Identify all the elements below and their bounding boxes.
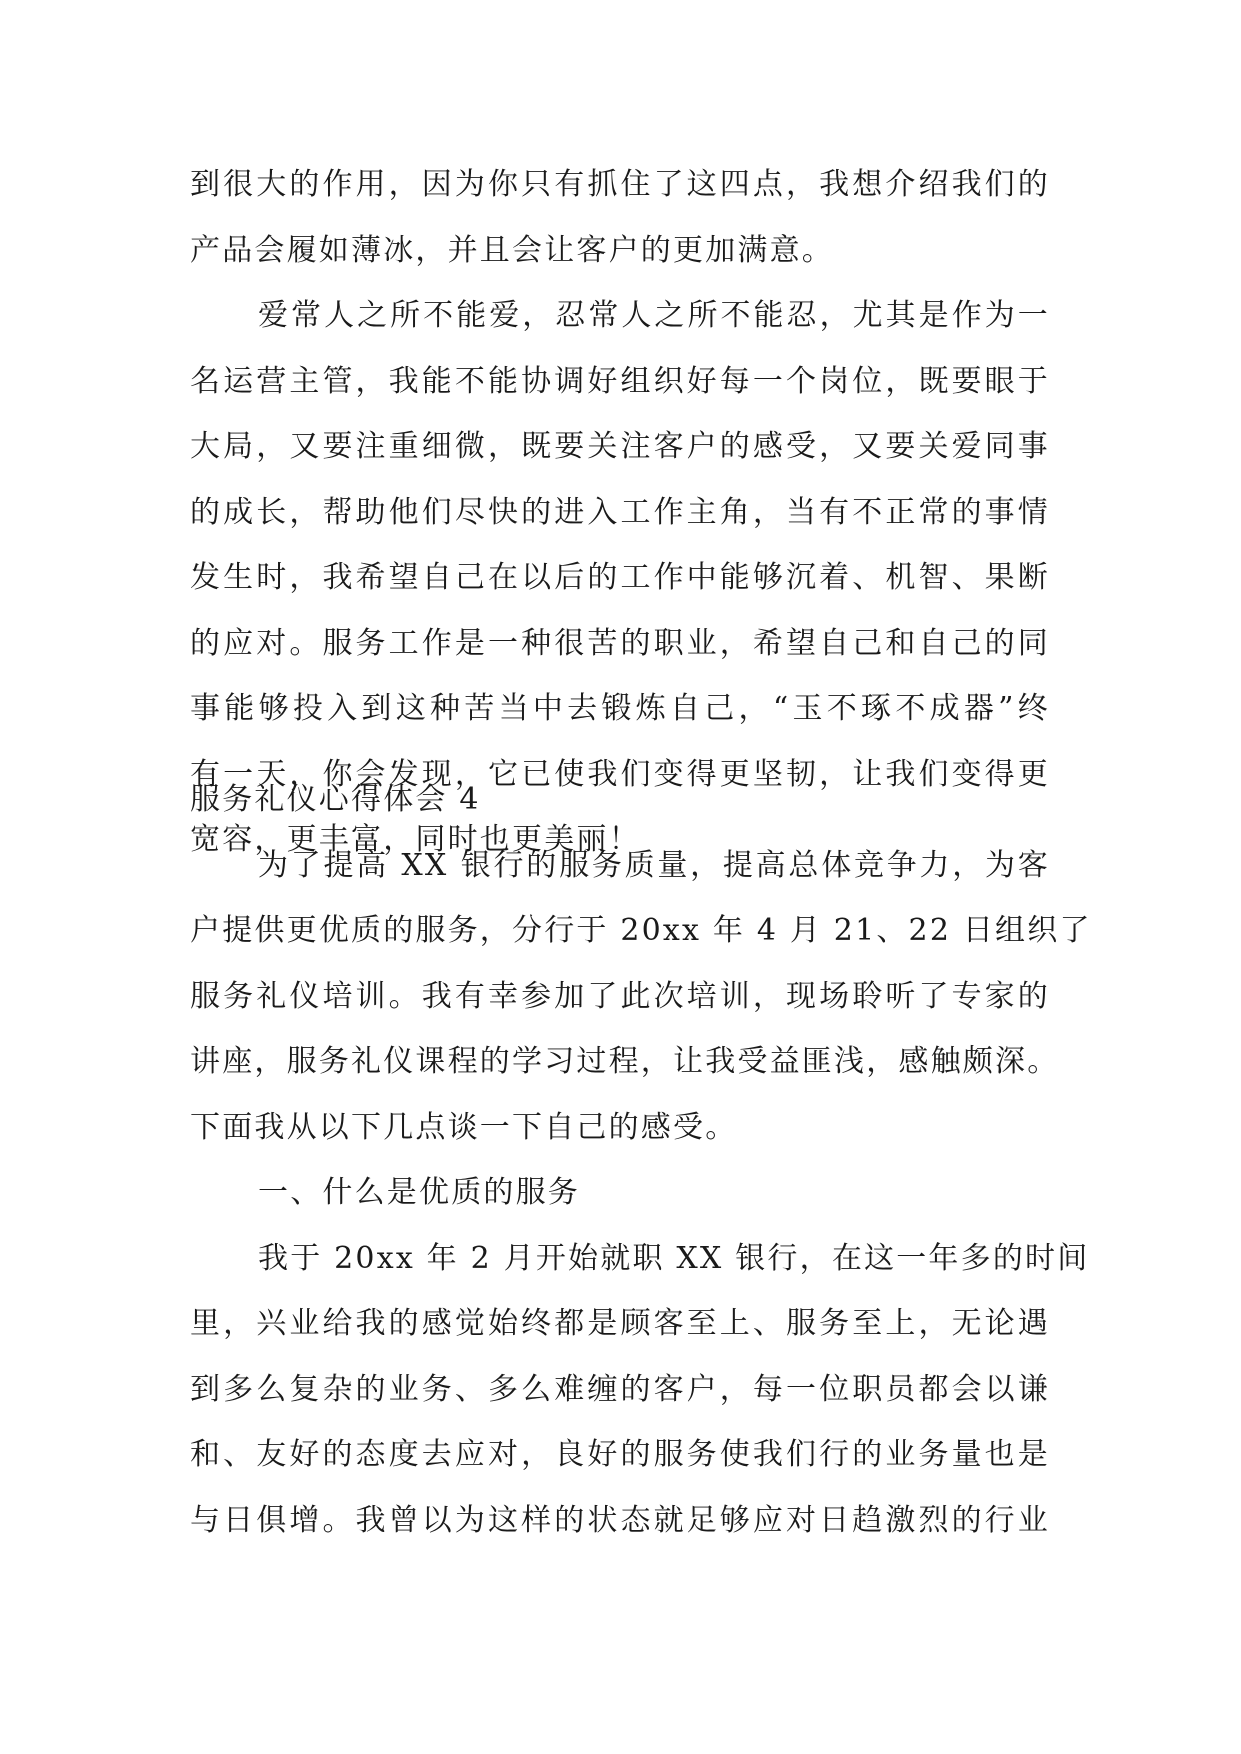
paragraph-line: 事能够投入到这种苦当中去锻炼自己，“玉不琢不成器”终 xyxy=(190,691,1050,726)
paragraph-line: 有一天，你会发现，它已使我们变得更坚韧，让我们变得更 xyxy=(190,756,1050,792)
paragraph-line: 宽容，更丰富，同时也更美丽！ xyxy=(190,822,641,857)
paragraph-line: 的成长，帮助他们尽快的进入工作主角，当有不正常的事情 xyxy=(190,494,1050,530)
paragraph-line: 和、友好的态度去应对，良好的服务使我们行的业务量也是 xyxy=(190,1437,1050,1472)
paragraph-line: 与日俱增。我曾以为这样的状态就足够应对日趋激烈的行业 xyxy=(190,1502,1050,1538)
paragraph-line: 的应对。服务工作是一种很苦的职业，希望自己和自己的同 xyxy=(190,625,1050,661)
paragraph-line: 到很大的作用，因为你只有抓住了这四点，我想介绍我们的 xyxy=(190,167,1050,202)
text-block-upper xyxy=(190,152,1050,873)
paragraph-line: 名运营主管，我能不能协调好组织好每一个岗位，既要眼于 xyxy=(190,363,1050,399)
paragraph-line: 服务礼仪培训。我有幸参加了此次培训，现场聆听了专家的 xyxy=(190,978,1050,1014)
subheading: 一、什么是优质的服务 xyxy=(258,1175,580,1210)
paragraph-line: 发生时，我希望自己在以后的工作中能够沉着、机智、果断 xyxy=(190,560,1050,595)
paragraph-line: 户提供更优质的服务，分行于 20xx 年 4 月 21、22 日组织了 xyxy=(190,913,1092,948)
text-block-lower xyxy=(190,767,1092,1553)
paragraph-line: 爱常人之所不能爱，忍常人之所不能忍，尤其是作为一 xyxy=(258,298,1050,333)
paragraph-line: 下面我从以下几点谈一下自己的感受。 xyxy=(190,1109,738,1145)
section-title: 服务礼仪心得体会 4 xyxy=(190,782,481,817)
paragraph-line: 大局，又要注重细微，既要关注客户的感受，又要关爱同事 xyxy=(190,429,1050,464)
paragraph-line: 到多么复杂的业务、多么难缠的客户，每一位职员都会以谦 xyxy=(190,1371,1050,1407)
paragraph-line: 里，兴业给我的感觉始终都是顾客至上、服务至上，无论遇 xyxy=(190,1306,1050,1341)
paragraph-line: 我于 20xx 年 2 月开始就职 XX 银行，在这一年多的时间 xyxy=(258,1240,1090,1276)
paragraph-line: 为了提高 XX 银行的服务质量，提高总体竞争力，为客 xyxy=(258,847,1050,883)
paragraph-line: 讲座，服务礼仪课程的学习过程，让我受益匪浅，感触颇深。 xyxy=(190,1044,1060,1079)
paragraph-line: 产品会履如薄冰，并且会让客户的更加满意。 xyxy=(190,232,834,268)
